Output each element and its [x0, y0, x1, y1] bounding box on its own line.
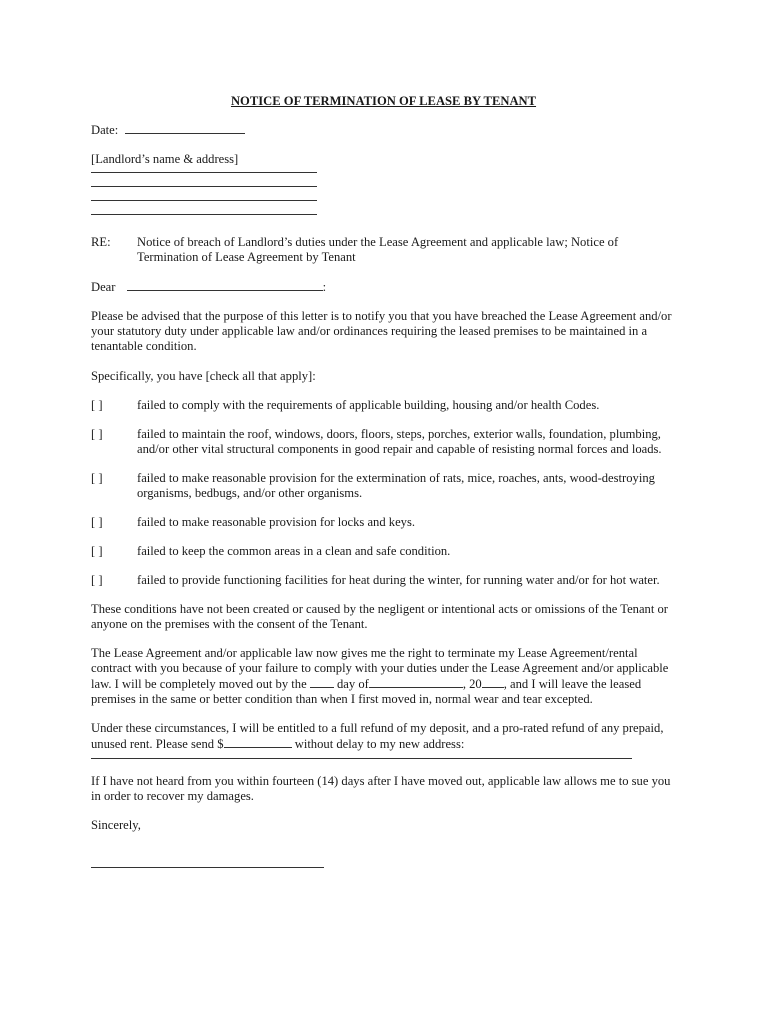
landlord-label: [Landlord’s name & address]	[91, 152, 239, 166]
paragraph-damages: If I have not heard from you within fourteen (14) days after I have moved out, applicable law allows me to sue you in order to recover my damages.	[91, 774, 671, 803]
checkbox[interactable]: [ ]	[91, 398, 103, 412]
refund-amount-blank[interactable]	[224, 736, 292, 748]
termination-text-b: day of	[337, 677, 369, 691]
dear-blank[interactable]	[127, 279, 323, 291]
paragraph-breach: Please be advised that the purpose of this letter is to notify you that you have breached the Lease Agreement and/or your statutory duty under applicable law and/or ordinances requiring the leased premises to be maintained in a tenantable condition.	[91, 309, 672, 353]
checklist-item	[91, 573, 676, 588]
date-line	[91, 122, 676, 138]
refund-text-b: without delay to my new address:	[294, 737, 465, 751]
checkbox[interactable]: [ ]	[91, 544, 103, 558]
checklist-item-text: failed to maintain the roof, windows, doors, floors, steps, porches, exterior walls, foundation, plumbing, and/or other vital structural components in good repair and capable of resisting normal forces and loads.	[137, 427, 662, 456]
re-block	[91, 235, 676, 265]
landlord-address-lines	[91, 172, 676, 215]
checklist-item	[91, 398, 676, 413]
termination-text-c: , 20	[462, 677, 482, 691]
checkbox[interactable]: [ ]	[91, 427, 103, 441]
checklist-item	[91, 427, 676, 457]
checklist-item-text: failed to comply with the requirements of applicable building, housing and/or health Codes.	[137, 398, 600, 412]
checkbox[interactable]: [ ]	[91, 471, 103, 485]
move-out-day-blank[interactable]	[310, 676, 334, 688]
closing: Sincerely,	[91, 818, 141, 832]
paragraph-conditions: These conditions have not been created or caused by the negligent or intentional acts or omissions of the Tenant or anyone on the premises with the consent of the Tenant.	[91, 602, 668, 631]
checkbox[interactable]: [ ]	[91, 515, 103, 529]
checkbox[interactable]: [ ]	[91, 573, 103, 587]
move-out-year-blank[interactable]	[482, 676, 504, 688]
checklist-item	[91, 515, 676, 530]
document-page	[91, 94, 676, 868]
date-blank[interactable]	[125, 122, 245, 134]
specifically-text: Specifically, you have [check all that apply]:	[91, 369, 316, 383]
address-line[interactable]	[91, 186, 317, 187]
signature-line[interactable]	[91, 867, 324, 868]
paragraph-refund	[91, 721, 676, 752]
checklist-item-text: failed to make reasonable provision for locks and keys.	[137, 515, 416, 529]
salutation	[91, 279, 676, 295]
move-out-month-blank[interactable]	[369, 676, 463, 688]
checklist-item-text: failed to keep the common areas in a clean and safe condition.	[137, 544, 451, 558]
checklist-item	[91, 544, 676, 559]
checklist-item-text: failed to make reasonable provision for the extermination of rats, mice, roaches, ants, wood-destroying organisms, bedbugs, and/or other organisms.	[137, 471, 655, 500]
termination-text-a: The Lease Agreement and/or applicable law now gives me the right to terminate my Lease Agreement/rental contract with you because of your failure to comply with your duties under the Lease Agreement and/or applicable law. I will be completely moved out by the	[91, 646, 669, 691]
termination-text-d: , and I will leave the leased premises in the same or better condition than when I first moved in, normal wear and tear excepted.	[91, 677, 642, 706]
date-label: Date:	[91, 123, 119, 137]
dear-label: Dear	[91, 280, 116, 294]
re-text: Notice of breach of Landlord’s duties under the Lease Agreement and applicable law; Notice of Termination of Lease Agreement by Tenant	[137, 235, 619, 264]
dear-colon: :	[322, 280, 327, 294]
checklist-item	[91, 471, 676, 501]
document-title: NOTICE OF TERMINATION OF LEASE BY TENANT	[230, 94, 537, 108]
paragraph-termination	[91, 646, 676, 707]
checklist-item-text: failed to provide functioning facilities for heat during the winter, for running water and/or for hot water.	[137, 573, 660, 587]
refund-text-a: Under these circumstances, I will be entitled to a full refund of my deposit, and a pro-rated refund of any prepaid, unused rent. Please send $	[91, 721, 664, 751]
address-line[interactable]	[91, 200, 317, 201]
address-line[interactable]	[91, 172, 317, 173]
re-label: RE:	[91, 235, 111, 249]
